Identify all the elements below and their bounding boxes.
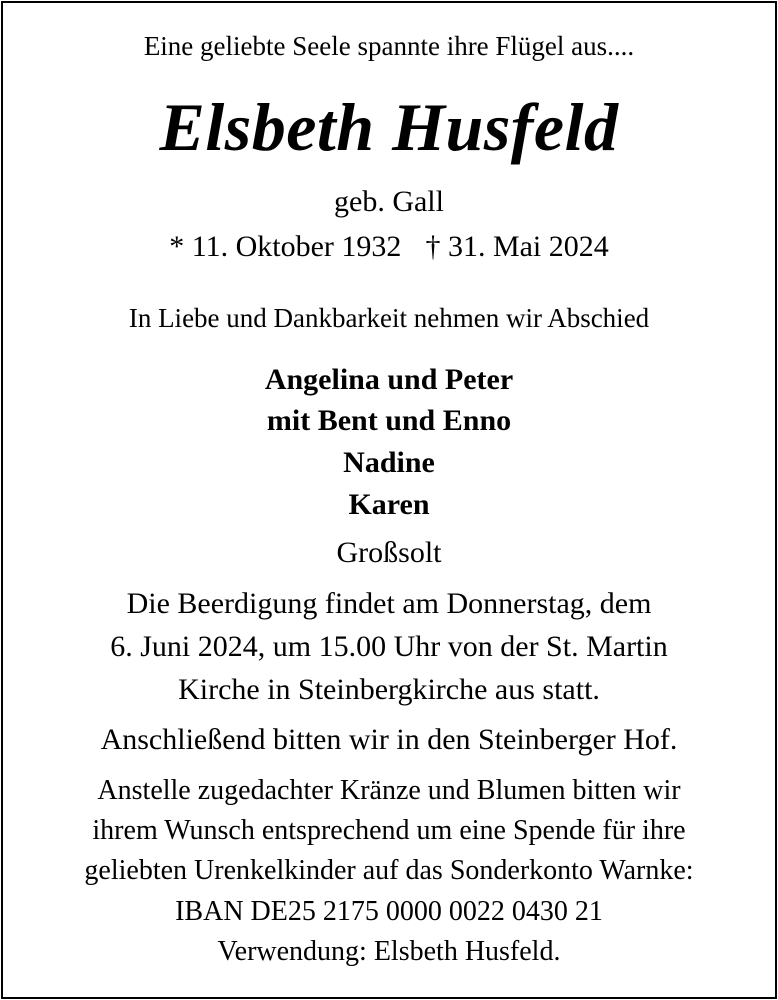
reception-line: Anschließend bitten wir in den Steinberger Hof. bbox=[100, 723, 678, 756]
farewell-text: In Liebe und Dankbarkeit nehmen wir Abschied bbox=[128, 303, 650, 333]
funeral-line: Die Beerdigung findet am Donnerstag, dem bbox=[126, 587, 652, 620]
mourner-line: Nadine bbox=[343, 446, 435, 479]
mourner-line: mit Bent und Enno bbox=[266, 404, 512, 437]
intro-text: Eine geliebte Seele spannte ihre Flügel aus.... bbox=[143, 31, 635, 61]
donation-purpose: Verwendung: Elsbeth Husfeld. bbox=[217, 936, 561, 967]
birth-date: * 11. Oktober 1932 bbox=[169, 230, 402, 263]
funeral-line: 6. Juni 2024, um 15.00 Uhr von der St. Martin bbox=[110, 630, 668, 663]
life-dates bbox=[0, 232, 778, 262]
maiden-name: geb. Gall bbox=[334, 185, 444, 218]
deceased-name: Elsbeth Husfeld bbox=[159, 89, 619, 165]
donation-line: ihrem Wunsch entsprechend um eine Spende für ihre bbox=[92, 815, 686, 846]
mourner-line: Angelina und Peter bbox=[264, 363, 514, 396]
iban-line: IBAN DE25 2175 0000 0022 0430 21 bbox=[175, 896, 603, 927]
mourner-line: Karen bbox=[348, 488, 430, 521]
donation-line: Anstelle zugedachter Kränze und Blumen bitten wir bbox=[97, 775, 681, 806]
donation-line: geliebten Urenkelkinder auf das Sonderkonto Warnke: bbox=[84, 855, 694, 886]
place-name: Großsolt bbox=[336, 536, 442, 569]
funeral-line: Kirche in Steinbergkirche aus statt. bbox=[178, 673, 600, 706]
death-date: † 31. Mai 2024 bbox=[425, 230, 609, 263]
